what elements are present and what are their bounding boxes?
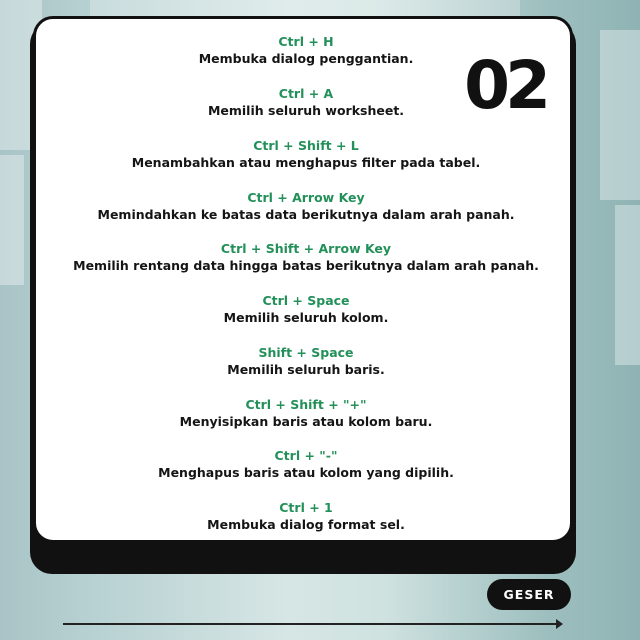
shortcut-keys: Ctrl + Shift + Arrow Key [220,241,392,256]
shortcut-keys: Ctrl + Arrow Key [247,190,365,205]
shortcut-item [36,34,576,67]
background-shape [90,0,520,16]
shortcut-keys: Ctrl + 1 [279,500,333,515]
shortcut-item [36,397,576,430]
geser-button[interactable]: GESER [487,579,571,610]
slide-number: 02 [464,47,546,124]
shortcut-item [36,293,576,326]
background-shape [600,30,640,200]
shortcut-item [36,190,576,223]
shortcut-description: Memilih seluruh kolom. [223,310,389,325]
shortcut-keys: Ctrl + "-" [274,448,338,463]
shortcut-keys: Ctrl + A [278,86,334,101]
shortcut-keys: Ctrl + Shift + "+" [245,397,367,412]
shortcut-keys: Ctrl + H [278,34,334,49]
shortcut-item [36,345,576,378]
shortcut-description: Memilih seluruh baris. [227,362,385,377]
background-shape [615,205,640,365]
shortcut-card [33,16,573,543]
shortcut-description: Membuka dialog penggantian. [198,51,414,66]
shortcut-description: Menghapus baris atau kolom yang dipilih. [158,465,454,480]
shortcut-keys: Shift + Space [258,345,354,360]
shortcut-description: Memindahkan ke batas data berikutnya dalam arah panah. [97,207,515,222]
shortcut-description: Menyisipkan baris atau kolom baru. [179,414,433,429]
background-shape [0,155,24,285]
shortcut-keys: Ctrl + Space [262,293,350,308]
arrow-right-icon [556,619,563,629]
progress-arrow-line [63,623,559,625]
shortcut-item [36,241,576,274]
shortcut-description: Memilih rentang data hingga batas berikutnya dalam arah panah. [73,258,539,273]
shortcut-item [36,448,576,481]
shortcut-item [36,500,576,533]
shortcut-description: Membuka dialog format sel. [207,517,405,532]
shortcut-keys: Ctrl + Shift + L [253,138,359,153]
shortcut-description: Memilih seluruh worksheet. [207,103,405,118]
shortcut-item [36,138,576,171]
shortcut-item [36,86,576,119]
shortcut-description: Menambahkan atau menghapus filter pada tabel. [131,155,481,170]
